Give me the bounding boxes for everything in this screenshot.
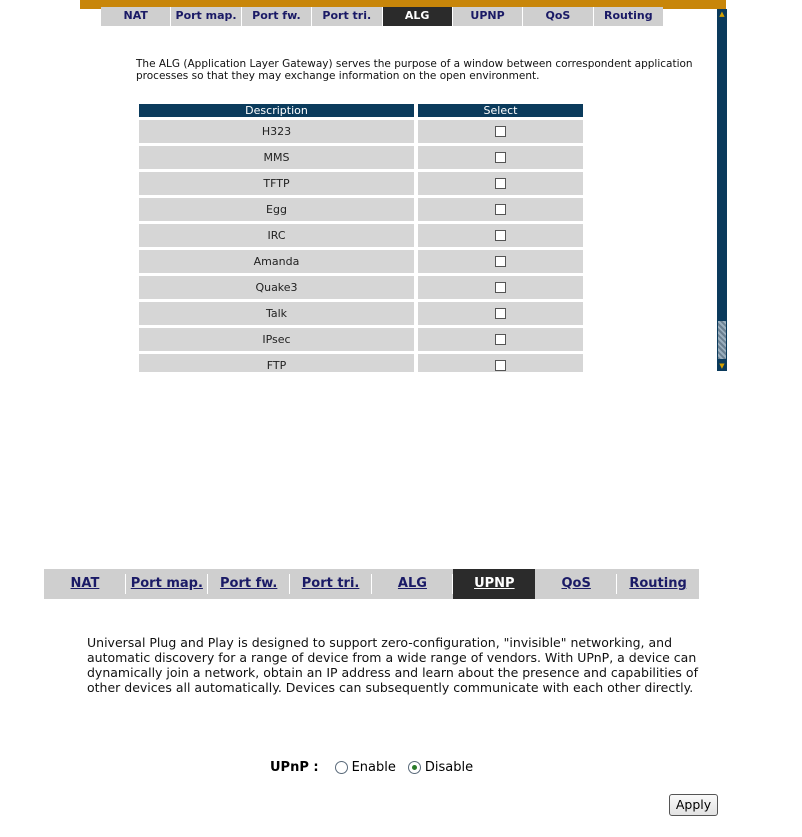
scroll-thumb[interactable] bbox=[718, 321, 726, 359]
alg-checkbox[interactable] bbox=[495, 308, 506, 319]
upnp-enable-option[interactable] bbox=[335, 760, 396, 775]
alg-checkbox[interactable] bbox=[495, 334, 506, 345]
alg-name: Amanda bbox=[139, 250, 414, 273]
alg-panel bbox=[0, 0, 802, 372]
enable-label: Enable bbox=[351, 760, 396, 775]
upnp-description: Universal Plug and Play is designed to support zero-configuration, "invisible" networking, and automatic discovery for a range of device from a wide range of vendors. With UPnP, a device can dynamically join a network, obtain an IP address and learn about the presence and capabilities of other devices all automatically. Devices can subsequently communicate with each other directly. bbox=[87, 635, 698, 695]
table-row bbox=[139, 354, 584, 372]
tab-upnp[interactable]: UPNP bbox=[453, 569, 535, 599]
tab-qos[interactable]: QoS bbox=[523, 7, 593, 26]
alg-table bbox=[139, 104, 584, 372]
alg-table-header bbox=[139, 104, 584, 117]
table-row bbox=[139, 120, 584, 143]
alg-name: IPsec bbox=[139, 328, 414, 351]
header-description: Description bbox=[139, 104, 414, 117]
upnp-disable-option[interactable] bbox=[408, 760, 473, 775]
header-select: Select bbox=[418, 104, 583, 117]
vertical-scrollbar[interactable] bbox=[717, 9, 727, 371]
alg-name: FTP bbox=[139, 354, 414, 372]
tab-nat[interactable]: NAT bbox=[101, 7, 171, 26]
alg-name: MMS bbox=[139, 146, 414, 169]
alg-checkbox[interactable] bbox=[495, 230, 506, 241]
alg-name: Quake3 bbox=[139, 276, 414, 299]
enable-radio[interactable] bbox=[335, 761, 348, 774]
alg-name: Talk bbox=[139, 302, 414, 325]
table-row bbox=[139, 328, 584, 351]
tab-nat[interactable]: NAT bbox=[44, 569, 126, 599]
upnp-label: UPnP : bbox=[270, 760, 319, 775]
tab-port-map[interactable]: Port map. bbox=[171, 7, 241, 26]
disable-label: Disable bbox=[424, 760, 474, 775]
tab-upnp[interactable]: UPNP bbox=[453, 7, 523, 26]
table-row bbox=[139, 224, 584, 247]
upnp-setting bbox=[270, 760, 485, 775]
disable-radio[interactable] bbox=[408, 761, 421, 774]
alg-name: H323 bbox=[139, 120, 414, 143]
tab-routing[interactable]: Routing bbox=[629, 576, 687, 591]
upnp-tab-bar bbox=[44, 569, 699, 599]
alg-checkbox[interactable] bbox=[495, 360, 506, 371]
alg-checkbox[interactable] bbox=[495, 152, 506, 163]
alg-checkbox[interactable] bbox=[495, 178, 506, 189]
tab-port-map[interactable]: Port map. bbox=[126, 569, 208, 599]
table-row bbox=[139, 276, 584, 299]
alg-name: Egg bbox=[139, 198, 414, 221]
alg-checkbox[interactable] bbox=[495, 282, 506, 293]
table-row bbox=[139, 302, 584, 325]
apply-button[interactable]: Apply bbox=[669, 794, 718, 816]
table-row bbox=[139, 146, 584, 169]
table-row bbox=[139, 250, 584, 273]
table-row bbox=[139, 172, 584, 195]
alg-description: The ALG (Application Layer Gateway) serves the purpose of a window between correspondent application processes so that they may exchange information on the open environment. bbox=[136, 58, 693, 82]
alg-tab-bar bbox=[101, 7, 663, 26]
table-row bbox=[139, 198, 584, 221]
alg-name: TFTP bbox=[139, 172, 414, 195]
tab-port-tri[interactable]: Port tri. bbox=[312, 7, 382, 26]
tab-port-fw[interactable]: Port fw. bbox=[208, 569, 290, 599]
tab-alg[interactable]: ALG bbox=[383, 7, 453, 26]
tab-qos[interactable]: QoS bbox=[535, 569, 617, 599]
tab-routing[interactable]: Routing bbox=[604, 9, 653, 22]
tab-port-fw[interactable]: Port fw. bbox=[242, 7, 312, 26]
alg-checkbox[interactable] bbox=[495, 204, 506, 215]
alg-checkbox[interactable] bbox=[495, 126, 506, 137]
tab-alg[interactable]: ALG bbox=[372, 569, 454, 599]
scroll-up-arrow-icon[interactable]: ▲ bbox=[717, 9, 727, 19]
tab-port-tri[interactable]: Port tri. bbox=[290, 569, 372, 599]
alg-name: IRC bbox=[139, 224, 414, 247]
alg-checkbox[interactable] bbox=[495, 256, 506, 267]
scroll-down-arrow-icon[interactable]: ▼ bbox=[717, 361, 727, 371]
